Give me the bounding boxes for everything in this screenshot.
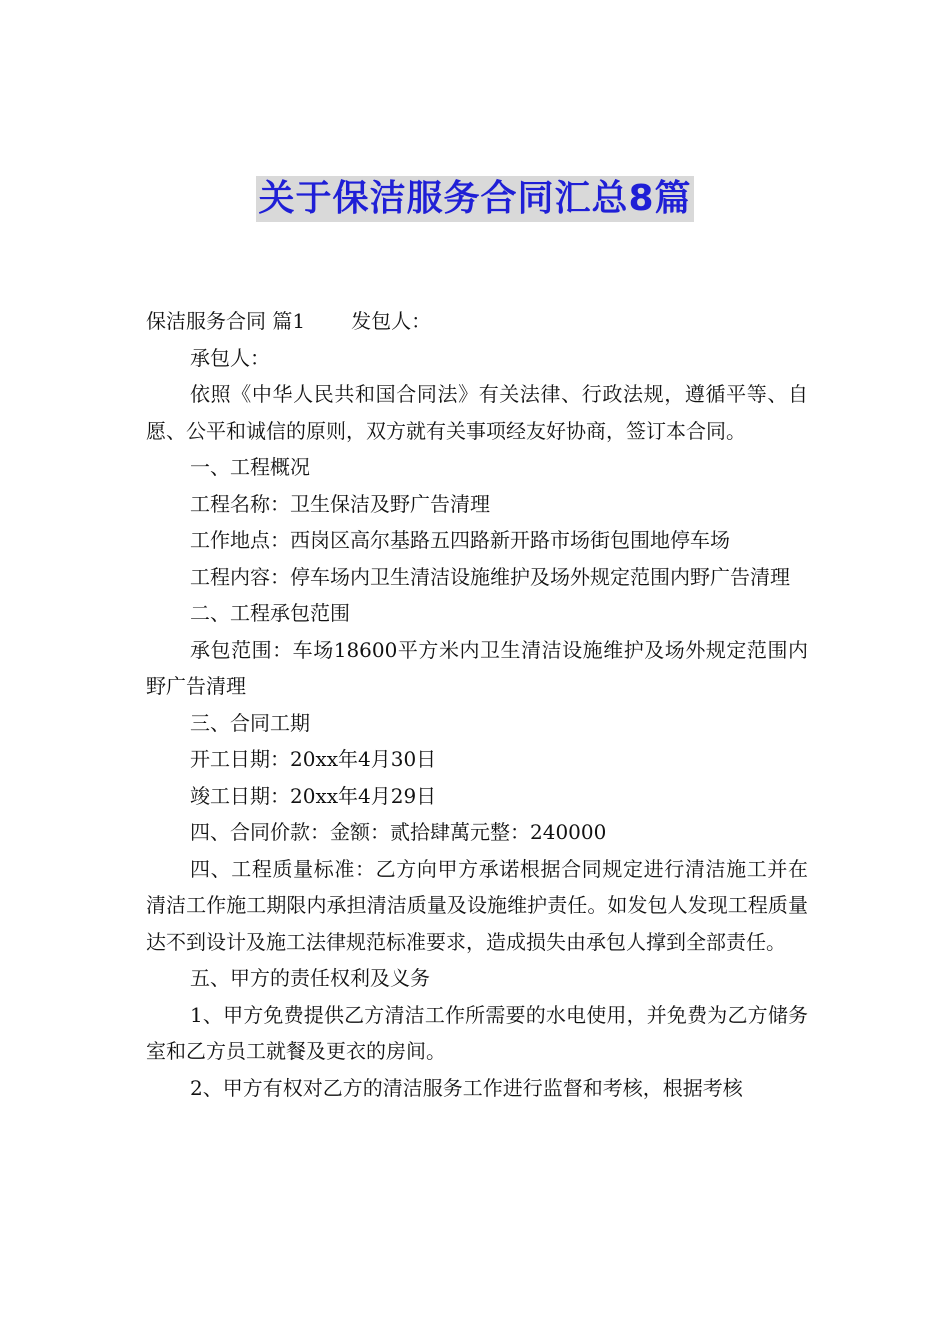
document-title: 关于保洁服务合同汇总8篇	[256, 176, 693, 222]
paragraph: 四、合同价款：金额：贰拾肆萬元整：240000	[190, 820, 607, 844]
title-container	[0, 176, 950, 222]
section-heading: 保洁服务合同 篇1	[146, 309, 306, 333]
paragraph: 依照《中华人民共和国合同法》有关法律、行政法规，遵循平等、自愿、公平和诚信的原则，双方就有关事项经友好协商，签订本合同。	[146, 382, 808, 443]
paragraph: 承包范围：车场18600平方米内卫生清洁设施维护及场外规定范围内野广告清理	[146, 637, 808, 698]
paragraph: 1、甲方免费提供乙方清洁工作所需要的水电使用，并免费为乙方储务室和乙方员工就餐及更衣的房间。	[146, 1002, 808, 1063]
paragraph: 工作地点：西岗区高尔基路五四路新开路市场街包围地停车场	[190, 528, 730, 552]
document-body	[146, 303, 808, 1106]
paragraph: 三、合同工期	[190, 710, 310, 735]
paragraph: 工程内容：停车场内卫生清洁设施维护及场外规定范围内野广告清理	[190, 564, 790, 589]
paragraph: 承包人：	[190, 345, 270, 370]
paragraph: 四、工程质量标准：乙方向甲方承诺根据合同规定进行清洁施工并在清洁工作施工期限内承担清洁质量及设施维护责任。如发包人发现工程质量达不到设计及施工法律规范标准要求，造成损失由承包人撑到全部责任。	[146, 856, 808, 954]
paragraph: 2、甲方有权对乙方的清洁服务工作进行监督和考核，根据考核	[190, 1075, 743, 1100]
paragraph: 开工日期：20xx年4月30日	[190, 747, 437, 771]
paragraph: 工程名称：卫生保洁及野广告清理	[190, 491, 490, 516]
paragraph: 一、工程概况	[190, 455, 310, 479]
first-line	[146, 303, 808, 340]
paragraph: 五、甲方的责任权利及义务	[190, 966, 430, 990]
paragraph: 二、工程承包范围	[190, 601, 350, 625]
paragraph: 竣工日期：20xx年4月29日	[190, 783, 437, 808]
party-a-label: 发包人：	[351, 309, 432, 333]
